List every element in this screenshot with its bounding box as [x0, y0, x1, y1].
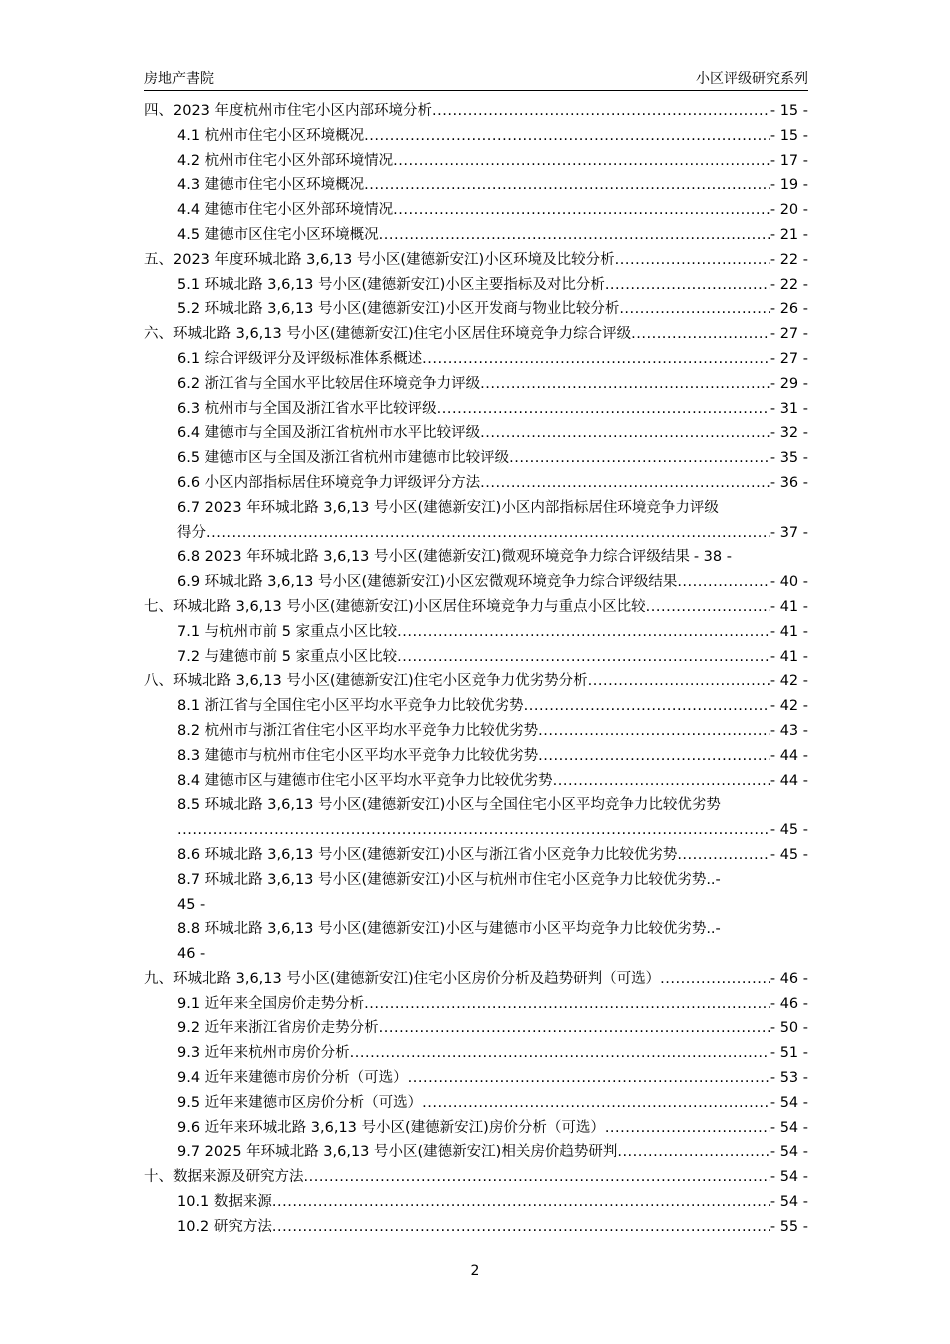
toc-entry-10[interactable]: 十、数据来源及研究方法 ..... - 54 -: [144, 1165, 808, 1190]
toc-entry-6-2[interactable]: 6.2 浙江省与全国水平比较居住环境竞争力评级 ..... - 29 -: [144, 372, 808, 397]
toc-entry-9[interactable]: 九、环城北路 3,6,13 号小区(建德新安江)住宅小区房价分析及趋势研判（可选） ..... - 46 -: [144, 967, 808, 992]
toc-entry-9-4[interactable]: 9.4 近年来建德市房价分析（可选） ..... - 53 -: [144, 1066, 808, 1091]
toc-entry-10-1[interactable]: 10.1 数据来源 ..... - 54 -: [144, 1190, 808, 1215]
toc-entry-8-6[interactable]: 8.6 环城北路 3,6,13 号小区(建德新安江)小区与浙江省小区竞争力比较优劣势 ..... - 45 -: [144, 843, 808, 868]
toc-entry-6-8[interactable]: 6.8 2023 年环城北路 3,6,13 号小区(建德新安江)微观环境竞争力综合评级结果 - 38 -: [177, 549, 732, 566]
toc-entry-5-2[interactable]: 5.2 环城北路 3,6,13 号小区(建德新安江)小区开发商与物业比较分析 ..... - 26 -: [144, 297, 808, 322]
toc-entry-4[interactable]: 四、2023 年度杭州市住宅小区内部环境分析 ..... - 15 -: [144, 99, 808, 124]
toc-entry-6-5[interactable]: 6.5 建德市区与全国及浙江省杭州市建德市比较评级 ..... - 35 -: [144, 446, 808, 471]
toc-entry-8-8[interactable]: 8.8 环城北路 3,6,13 号小区(建德新安江)小区与建德市小区平均竞争力比较优劣势..- 46 -: [177, 921, 721, 963]
toc-entry-9-1[interactable]: 9.1 近年来全国房价走势分析 ..... - 46 -: [144, 992, 808, 1017]
toc-entry-9-2[interactable]: 9.2 近年来浙江省房价走势分析 ..... - 50 -: [144, 1016, 808, 1041]
toc-entry-6-9[interactable]: 6.9 环城北路 3,6,13 号小区(建德新安江)小区宏微观环境竞争力综合评级结果 ..... - 40 -: [144, 570, 808, 595]
toc-entry-7-2[interactable]: 7.2 与建德市前 5 家重点小区比较 ..... - 41 -: [144, 645, 808, 670]
toc-entry-4-4[interactable]: 4.4 建德市住宅小区外部环境情况 ..... - 20 -: [144, 198, 808, 223]
toc-entry-6-6[interactable]: 6.6 小区内部指标居住环境竞争力评级评分方法 ..... - 36 -: [144, 471, 808, 496]
toc-entry-4-3[interactable]: 4.3 建德市住宅小区环境概况 ..... - 19 -: [144, 173, 808, 198]
toc-entry-8-3[interactable]: 8.3 建德市与杭州市住宅小区平均水平竞争力比较优劣势 ..... - 44 -: [144, 744, 808, 769]
toc-entry-9-7[interactable]: 9.7 2025 年环城北路 3,6,13 号小区(建德新安江)相关房价趋势研判 ..... - 54 -: [144, 1140, 808, 1165]
toc-entry-8-2[interactable]: 8.2 杭州市与浙江省住宅小区平均水平竞争力比较优劣势 ..... - 43 -: [144, 719, 808, 744]
toc-entry-7[interactable]: 七、环城北路 3,6,13 号小区(建德新安江)小区居住环境竞争力与重点小区比较 ..... - 41 -: [144, 595, 808, 620]
header-left-text: 房地产書院: [144, 71, 214, 87]
toc-entry-6-4[interactable]: 6.4 建德市与全国及浙江省杭州市水平比较评级 ..... - 32 -: [144, 421, 808, 446]
toc-entry-8-5[interactable]: 8.5 环城北路 3,6,13 号小区(建德新安江)小区与全国住宅小区平均竞争力比较优劣势 ..... - 45 -: [144, 793, 808, 843]
toc-entry-8[interactable]: 八、环城北路 3,6,13 号小区(建德新安江)住宅小区竞争力优劣势分析 ..... - 42 -: [144, 669, 808, 694]
toc-entry-9-6[interactable]: 9.6 近年来环城北路 3,6,13 号小区(建德新安江)房价分析（可选） ..... - 54 -: [144, 1116, 808, 1141]
toc-entry-5[interactable]: 五、2023 年度环城北路 3,6,13 号小区(建德新安江)小区环境及比较分析 ..... - 22 -: [144, 248, 808, 273]
toc-entry-8-4[interactable]: 8.4 建德市区与建德市住宅小区平均水平竞争力比较优劣势 ..... - 44 -: [144, 769, 808, 794]
page-number: 2: [470, 1263, 480, 1279]
toc-entry-10-2[interactable]: 10.2 研究方法 ..... - 55 -: [144, 1215, 808, 1240]
toc-entry-5-1[interactable]: 5.1 环城北路 3,6,13 号小区(建德新安江)小区主要指标及对比分析 ..... - 22 -: [144, 273, 808, 298]
toc-entry-8-7[interactable]: 8.7 环城北路 3,6,13 号小区(建德新安江)小区与杭州市住宅小区竞争力比较优劣势..- 45 -: [177, 871, 721, 913]
toc-entry-4-1[interactable]: 4.1 杭州市住宅小区环境概况 ..... - 15 -: [144, 124, 808, 149]
toc-entry-9-3[interactable]: 9.3 近年来杭州市房价分析 ..... - 51 -: [144, 1041, 808, 1066]
toc-entry-6-1[interactable]: 6.1 综合评级评分及评级标准体系概述 ..... - 27 -: [144, 347, 808, 372]
toc-entry-7-1[interactable]: 7.1 与杭州市前 5 家重点小区比较 ..... - 41 -: [144, 620, 808, 645]
toc-entry-9-5[interactable]: 9.5 近年来建德市区房价分析（可选） ..... - 54 -: [144, 1091, 808, 1116]
page-header: [144, 66, 808, 91]
header-right-text: 小区评级研究系列: [696, 71, 808, 87]
table-of-contents: [144, 99, 808, 1240]
toc-entry-6-3[interactable]: 6.3 杭州市与全国及浙江省水平比较评级 ..... - 31 -: [144, 397, 808, 422]
toc-entry-4-5[interactable]: 4.5 建德市区住宅小区环境概况 ..... - 21 -: [144, 223, 808, 248]
toc-entry-8-1[interactable]: 8.1 浙江省与全国住宅小区平均水平竞争力比较优劣势 ..... - 42 -: [144, 694, 808, 719]
toc-entry-4-2[interactable]: 4.2 杭州市住宅小区外部环境情况 ..... - 17 -: [144, 149, 808, 174]
toc-entry-6-7[interactable]: 6.7 2023 年环城北路 3,6,13 号小区(建德新安江)小区内部指标居住环境竞争力评级 得分 ..... - 37 -: [144, 496, 808, 546]
toc-entry-6[interactable]: 六、环城北路 3,6,13 号小区(建德新安江)住宅小区居住环境竞争力综合评级 ..... - 27 -: [144, 322, 808, 347]
